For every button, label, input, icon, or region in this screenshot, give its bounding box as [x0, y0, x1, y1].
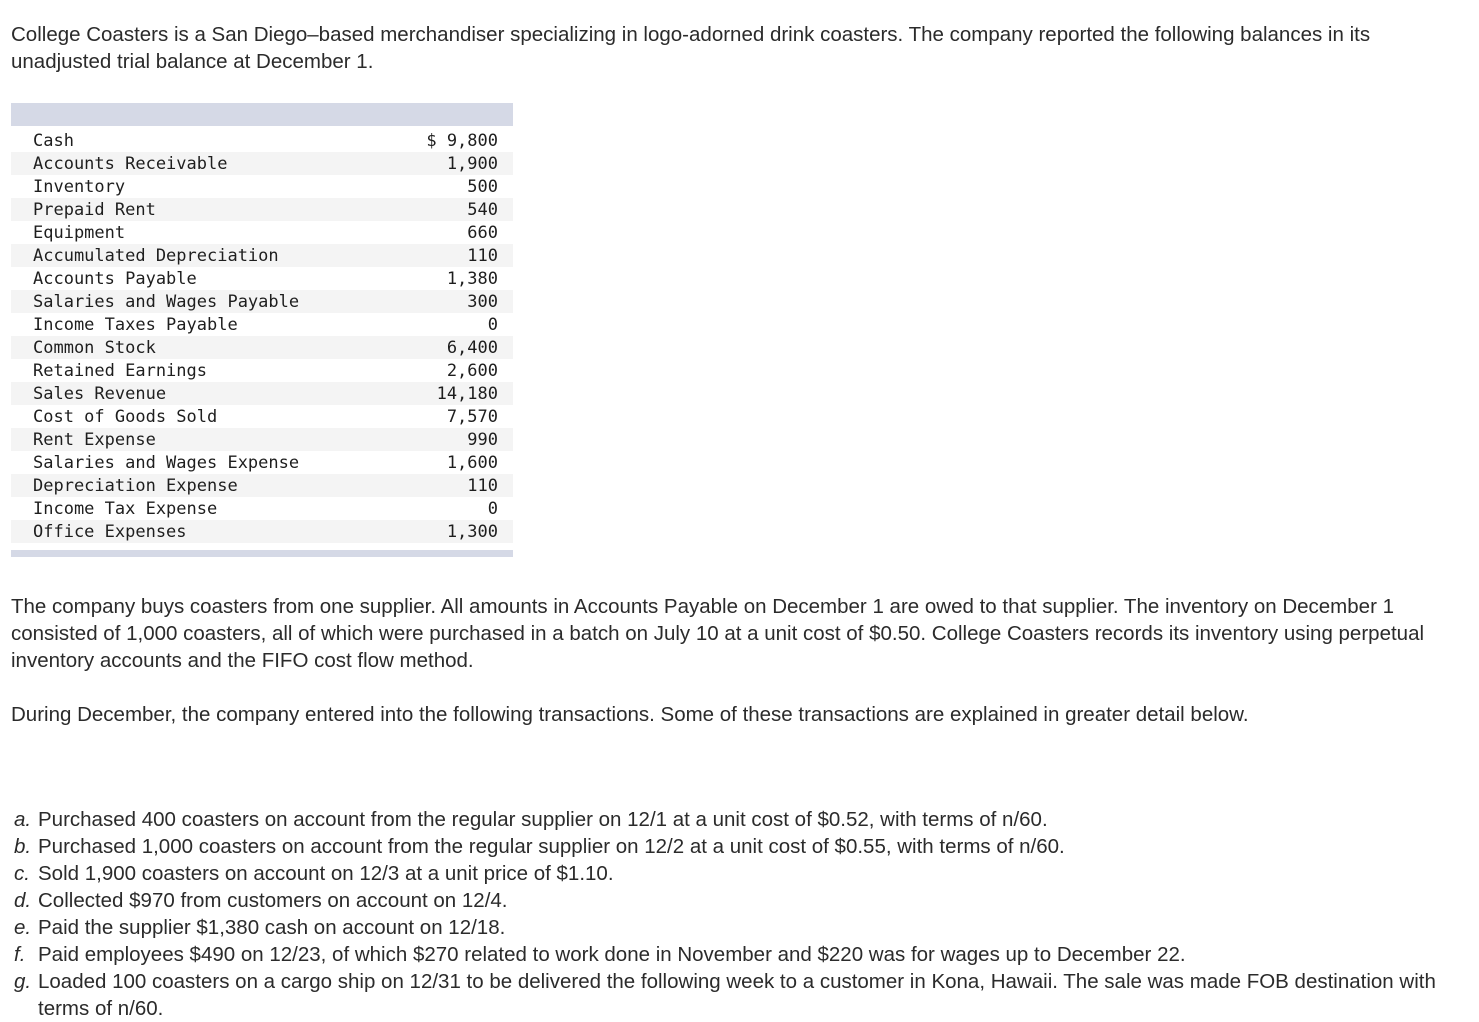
transaction-item	[14, 941, 1454, 968]
transaction-text: Paid the supplier $1,380 cash on account on 12/18.	[38, 916, 506, 939]
transaction-letter: a.	[14, 808, 32, 831]
transaction-letter: b.	[14, 835, 32, 858]
trial-balance-row	[11, 359, 513, 382]
trial-balance-row	[11, 520, 513, 543]
account-amount: 1,300	[446, 521, 498, 542]
account-amount: 500	[467, 176, 498, 197]
account-name: Salaries and Wages Payable	[33, 291, 300, 312]
account-name: Sales Revenue	[33, 383, 167, 404]
account-amount: 540	[467, 199, 498, 220]
transaction-text: Paid employees $490 on 12/23, of which $270 related to work done in November and $220 was for wages up to December 22.	[38, 943, 1186, 966]
trial-balance-body	[11, 126, 513, 543]
account-name: Office Expenses	[33, 521, 187, 542]
account-name: Accounts Payable	[33, 268, 197, 289]
account-amount: 300	[467, 291, 498, 312]
transaction-text: Purchased 1,000 coasters on account from the regular supplier on 12/2 at a unit cost of $0.55, with terms of n/60.	[38, 835, 1065, 858]
transaction-letter: d.	[14, 889, 32, 912]
transaction-letter: c.	[14, 862, 30, 885]
account-name: Accounts Receivable	[33, 153, 228, 174]
trial-balance-row	[11, 313, 513, 336]
account-amount: 14,180	[436, 383, 498, 404]
account-name: Common Stock	[33, 337, 156, 358]
transaction-text: Loaded 100 coasters on a cargo ship on 12/31 to be delivered the following week to a customer in Kona, Hawaii. The sale was made FOB destination with terms of n/60.	[38, 970, 1436, 1020]
transaction-letter: f.	[14, 943, 26, 966]
transaction-list	[14, 806, 1454, 1022]
account-name: Rent Expense	[33, 429, 156, 450]
account-name: Income Taxes Payable	[33, 314, 238, 335]
trial-balance-row	[11, 175, 513, 198]
transaction-text: Purchased 400 coasters on account from the regular supplier on 12/1 at a unit cost of $0.52, with terms of n/60.	[38, 808, 1048, 831]
account-amount: 2,600	[446, 360, 498, 381]
account-amount: 110	[467, 475, 498, 496]
account-name: Equipment	[33, 222, 126, 243]
account-amount: 1,600	[446, 452, 498, 473]
account-name: Accumulated Depreciation	[33, 245, 279, 266]
supplier-paragraph: The company buys coasters from one supplier. All amounts in Accounts Payable on December 1 are owed to that supplier. The inventory on December 1 consisted of 1,000 coasters, all of which were purchased in a batch on July 10 at a unit cost of $0.50. College Coasters records its inventory using perpetual inventory accounts and the FIFO cost flow method.	[11, 595, 1425, 672]
trial-balance-row	[11, 290, 513, 313]
account-name: Salaries and Wages Expense	[33, 452, 300, 473]
account-name: Depreciation Expense	[33, 475, 238, 496]
transaction-letter: e.	[14, 916, 32, 939]
trial-balance-row	[11, 451, 513, 474]
transaction-item	[14, 914, 1454, 941]
transaction-item	[14, 806, 1454, 833]
trial-balance-row	[11, 428, 513, 451]
trial-balance-row	[11, 198, 513, 221]
trial-balance-row	[11, 152, 513, 175]
transaction-item	[14, 860, 1454, 887]
transaction-text: Sold 1,900 coasters on account on 12/3 at a unit price of $1.10.	[38, 862, 614, 885]
trial-balance-row	[11, 405, 513, 428]
intro-paragraph: College Coasters is a San Diego–based merchandiser specializing in logo-adorned drink coasters. The company reported the following balances in its unadjusted trial balance at December 1.	[11, 23, 1371, 73]
trial-balance-row	[11, 221, 513, 244]
transaction-text: Collected $970 from customers on account on 12/4.	[38, 889, 508, 912]
account-amount: 990	[467, 429, 498, 450]
account-amount: 110	[467, 245, 498, 266]
account-amount: 1,380	[446, 268, 498, 289]
account-name: Inventory	[33, 176, 126, 197]
trial-balance-row	[11, 474, 513, 497]
account-name: Prepaid Rent	[33, 199, 156, 220]
account-name: Cost of Goods Sold	[33, 406, 218, 427]
trial-balance-row	[11, 267, 513, 290]
account-amount: 0	[487, 314, 498, 335]
account-amount: 660	[467, 222, 498, 243]
transaction-letter: g.	[14, 970, 32, 993]
account-amount: 6,400	[446, 337, 498, 358]
trial-balance-row	[11, 244, 513, 267]
account-amount: 1,900	[446, 153, 498, 174]
trial-balance-row	[11, 129, 513, 152]
transaction-item	[14, 968, 1454, 1022]
trial-balance-row	[11, 336, 513, 359]
trial-balance-row	[11, 382, 513, 405]
account-amount: 7,570	[446, 406, 498, 427]
account-name: Retained Earnings	[33, 360, 207, 381]
account-name: Cash	[33, 130, 74, 151]
trial-balance-table	[11, 103, 513, 557]
account-amount: 0	[487, 498, 498, 519]
account-amount: $ 9,800	[426, 130, 498, 151]
trial-balance-header-bar	[11, 103, 513, 126]
december-paragraph: During December, the company entered into the following transactions. Some of these transactions are explained in greater detail below.	[11, 703, 1249, 726]
transaction-item	[14, 887, 1454, 914]
trial-balance-footer-bar	[11, 550, 513, 557]
account-name: Income Tax Expense	[33, 498, 218, 519]
trial-balance-row	[11, 497, 513, 520]
transaction-item	[14, 833, 1454, 860]
